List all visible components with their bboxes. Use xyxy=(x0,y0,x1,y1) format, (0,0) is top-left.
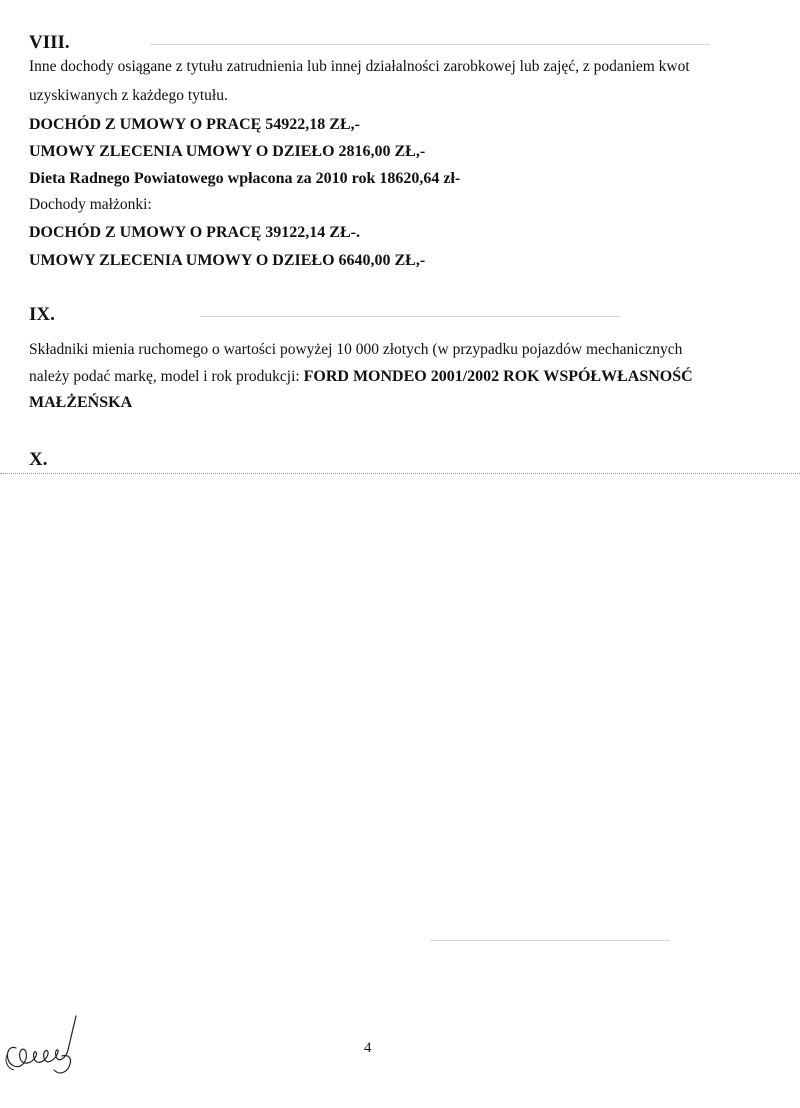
section-viii-heading: VIII. xyxy=(29,32,70,53)
vehicle-ownership: MAŁŻEŃSKA xyxy=(29,394,133,411)
income-employment: DOCHÓD Z UMOWY O PRACĘ 54922,18 ZŁ,- xyxy=(29,116,360,133)
income-council-diet: Dieta Radnego Powiatowego wpłacona za 2010 rok 18620,64 zł- xyxy=(29,170,461,187)
section-x-heading: X. xyxy=(29,449,48,470)
spouse-income-employment: DOCHÓD Z UMOWY O PRACĘ 39122,14 ZŁ-. xyxy=(29,224,360,241)
section-viii-intro-line2: uzyskiwanych z każdego tytułu. xyxy=(29,87,228,104)
page-number: 4 xyxy=(364,1040,372,1056)
vehicle-description: FORD MONDEO 2001/2002 ROK WSPÓŁWŁASNOŚĆ xyxy=(303,368,693,385)
spouse-income-label: Dochody małżonki: xyxy=(29,196,152,213)
section-viii-intro-line1: Inne dochody osiągane z tytułu zatrudnienia lub innej działalności zarobkowej lub zajęć, z podaniem kwot xyxy=(29,58,690,75)
scan-artifact xyxy=(200,316,620,317)
section-divider xyxy=(0,473,800,474)
income-contracts: UMOWY ZLECENIA UMOWY O DZIEŁO 2816,00 ZŁ,- xyxy=(29,143,426,160)
signature-icon xyxy=(2,1010,88,1080)
section-ix-heading: IX. xyxy=(29,304,55,325)
scan-artifact xyxy=(150,44,710,45)
spouse-income-contracts: UMOWY ZLECENIA UMOWY O DZIEŁO 6640,00 ZŁ,- xyxy=(29,252,426,269)
section-ix-line1: Składniki mienia ruchomego o wartości powyżej 10 000 złotych (w przypadku pojazdów mechanicznych xyxy=(29,341,683,358)
section-ix-line2-prefix: należy podać markę, model i rok produkcji: xyxy=(29,368,304,385)
section-ix-line2 xyxy=(29,368,693,386)
scan-artifact xyxy=(430,940,670,941)
